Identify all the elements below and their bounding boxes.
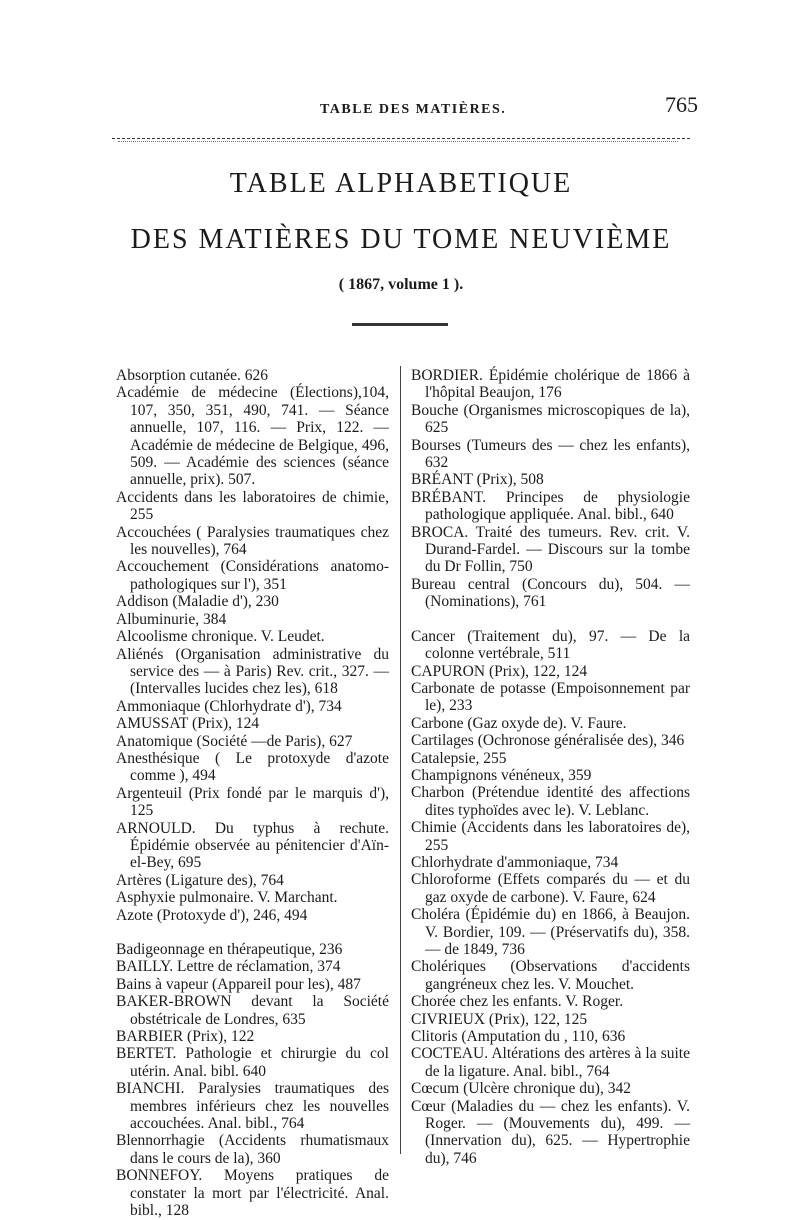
index-entry: AMUSSAT (Prix), 124 <box>116 715 260 733</box>
index-entry: Académie de médecine (Élections),104, 107, 350, 351, 490, 741. — Séance annuelle, 107, 116. — Prix, 122. — Académie de médecine de Belgique, 496, 509. — Académie des sciences (séance annuelle, prix). 507. <box>116 384 389 489</box>
header-rule-secondary <box>118 141 678 142</box>
index-entry: Chimie (Accidents dans les laboratoires de), 255 <box>411 819 690 854</box>
index-entry: Anesthésique ( Le protoxyde d'azote comme ), 494 <box>116 749 389 785</box>
index-entry: Carbone (Gaz oxyde de). V. Faure. <box>411 714 627 732</box>
index-entry: Bourses (Tumeurs des — chez les enfants), 632 <box>411 436 690 472</box>
index-entry: Cancer (Traitement du), 97. — De la colonne vertébrale, 511 <box>411 627 690 663</box>
index-entry: COCTEAU. Altérations des artères à la suite de la ligature. Anal. bibl., 764 <box>411 1045 690 1080</box>
index-entry: Cœcum (Ulcère chronique du), 342 <box>411 1080 631 1098</box>
index-entry: Cœur (Maladies du — chez les enfants). V. Roger. — (Mouvements du), 499. — (Innervation du), 625. — Hypertrophie du), 746 <box>411 1097 690 1167</box>
index-group-b <box>116 941 389 1220</box>
index-entry: Badigeonnage en thérapeutique, 236 <box>116 941 343 958</box>
index-entry: Accouchées ( Paralysies traumatiques chez les nouvelles), 764 <box>116 523 389 559</box>
index-entry: Catalepsie, 255 <box>411 749 507 767</box>
volume-note: ( 1867, volume 1 ). <box>338 276 464 293</box>
index-entry: Champignons vénéneux, 359 <box>411 766 592 784</box>
index-entry: Azote (Protoxyde d'), 246, 494 <box>116 906 308 924</box>
index-group-a <box>116 367 389 924</box>
index-entry: BORDIER. Épidémie cholérique de 1866 à l'hôpital Beaujon, 176 <box>411 367 690 402</box>
index-entry: Bains à vapeur (Appareil pour les), 487 <box>116 975 361 993</box>
index-entry: Alcoolisme chronique. V. Leudet. <box>116 628 325 646</box>
index-entry: BRÉBANT. Principes de physiologie pathologique appliquée. Anal. bibl., 640 <box>411 488 690 524</box>
index-entry: Choléra (Épidémie du) en 1866, à Beaujon. V. Bordier, 109. — (Préservatifs du), 358. — de 1849, 736 <box>411 906 690 958</box>
index-entry: Aliénés (Organisation administrative du service des — à Paris) Rev. crit., 327. — (Intervalles lucides chez les), 618 <box>116 645 389 698</box>
index-entry: Absorption cutanée. 626 <box>116 367 268 384</box>
title-rule <box>352 323 448 326</box>
index-entry: BRÉANT (Prix), 508 <box>411 471 544 489</box>
index-entry: Cholériques (Observations d'accidents gangréneux chez les. V. Mouchet. <box>411 958 690 993</box>
index-entry: CAPURON (Prix), 122, 124 <box>411 662 588 680</box>
header-rule <box>112 138 690 139</box>
letter-group-gap <box>411 611 690 628</box>
index-entry: Chloroforme (Effets comparés du — et du gaz oxyde de carbone). V. Faure, 624 <box>411 871 690 906</box>
index-entry: BIANCHI. Paralysies traumatiques des membres inférieurs chez les nouvelles accouchées. Anal. bibl., 764 <box>116 1080 389 1133</box>
index-entry: Carbonate de potasse (Empoisonnement par le), 233 <box>411 679 690 715</box>
index-entry: Chlorhydrate d'ammoniaque, 734 <box>411 853 619 871</box>
left-column <box>116 367 389 1220</box>
page-subtitle: DES MATIÈRES DU TOME NEUVIÈME <box>130 224 672 255</box>
index-entry: CIVRIEUX (Prix), 122, 125 <box>411 1010 588 1028</box>
index-entry: Accouchement (Considérations anatomo-pathologiques sur l'), 351 <box>116 558 389 593</box>
column-divider <box>400 366 401 1154</box>
index-entry: Artères (Ligature des), 764 <box>116 871 284 889</box>
index-entry: Clitoris (Amputation du , 110, 636 <box>411 1028 626 1046</box>
index-entry: BROCA. Traité des tumeurs. Rev. crit. V. Durand-Fardel. — Discours sur la tombe du Dr Follin, 750 <box>411 523 690 576</box>
index-entry: Chorée chez les enfants. V. Roger. <box>411 993 624 1011</box>
index-entry: Cartilages (Ochronose généralisée des), 346 <box>411 732 685 750</box>
index-group-b-continued <box>411 367 690 611</box>
index-entry: BERTET. Pathologie et chirurgie du col utérin. Anal. bibl. 640 <box>116 1045 389 1080</box>
index-entry: Accidents dans les laboratoires de chimie, 255 <box>116 488 389 524</box>
index-entry: Blennorrhagie (Accidents rhumatismaux dans le cours de la), 360 <box>116 1132 389 1167</box>
index-entry: ARNOULD. Du typhus à rechute. Épidémie observée au pénitencier d'Aïn-el-Bey, 695 <box>116 819 389 872</box>
index-entry: BAKER-BROWN devant la Société obstétricale de Londres, 635 <box>116 993 389 1028</box>
index-entry: BAILLY. Lettre de réclamation, 374 <box>116 958 341 976</box>
index-group-c <box>411 628 690 1168</box>
letter-group-gap <box>116 924 389 941</box>
running-head <box>112 92 698 126</box>
index-entry: BONNEFOY. Moyens pratiques de constater la mort par l'électricité. Anal. bibl., 128 <box>116 1167 389 1220</box>
index-entry: BARBIER (Prix), 122 <box>116 1028 255 1046</box>
running-title: TABLE DES MATIÈRES. <box>320 102 507 117</box>
index-entry: Charbon (Prétendue identité des affections dites typhoïdes avec le). V. Leblanc. <box>411 784 690 819</box>
index-entry: Bureau central (Concours du), 504. — (Nominations), 761 <box>411 575 690 611</box>
page-title: TABLE ALPHABETIQUE <box>229 168 573 199</box>
index-entry: Bouche (Organismes microscopiques de la), 625 <box>411 401 690 437</box>
index-entry: Anatomique (Société —de Paris), 627 <box>116 732 353 750</box>
index-entry: Asphyxie pulmonaire. V. Marchant. <box>116 889 338 907</box>
right-column <box>411 367 690 1167</box>
index-entry: Addison (Maladie d'), 230 <box>116 593 279 611</box>
page-number: 765 <box>665 92 698 117</box>
index-entry: Argenteuil (Prix fondé par le marquis d'), 125 <box>116 784 389 820</box>
index-entry: Ammoniaque (Chlorhydrate d'), 734 <box>116 697 342 715</box>
index-entry: Albuminurie, 384 <box>116 610 227 628</box>
